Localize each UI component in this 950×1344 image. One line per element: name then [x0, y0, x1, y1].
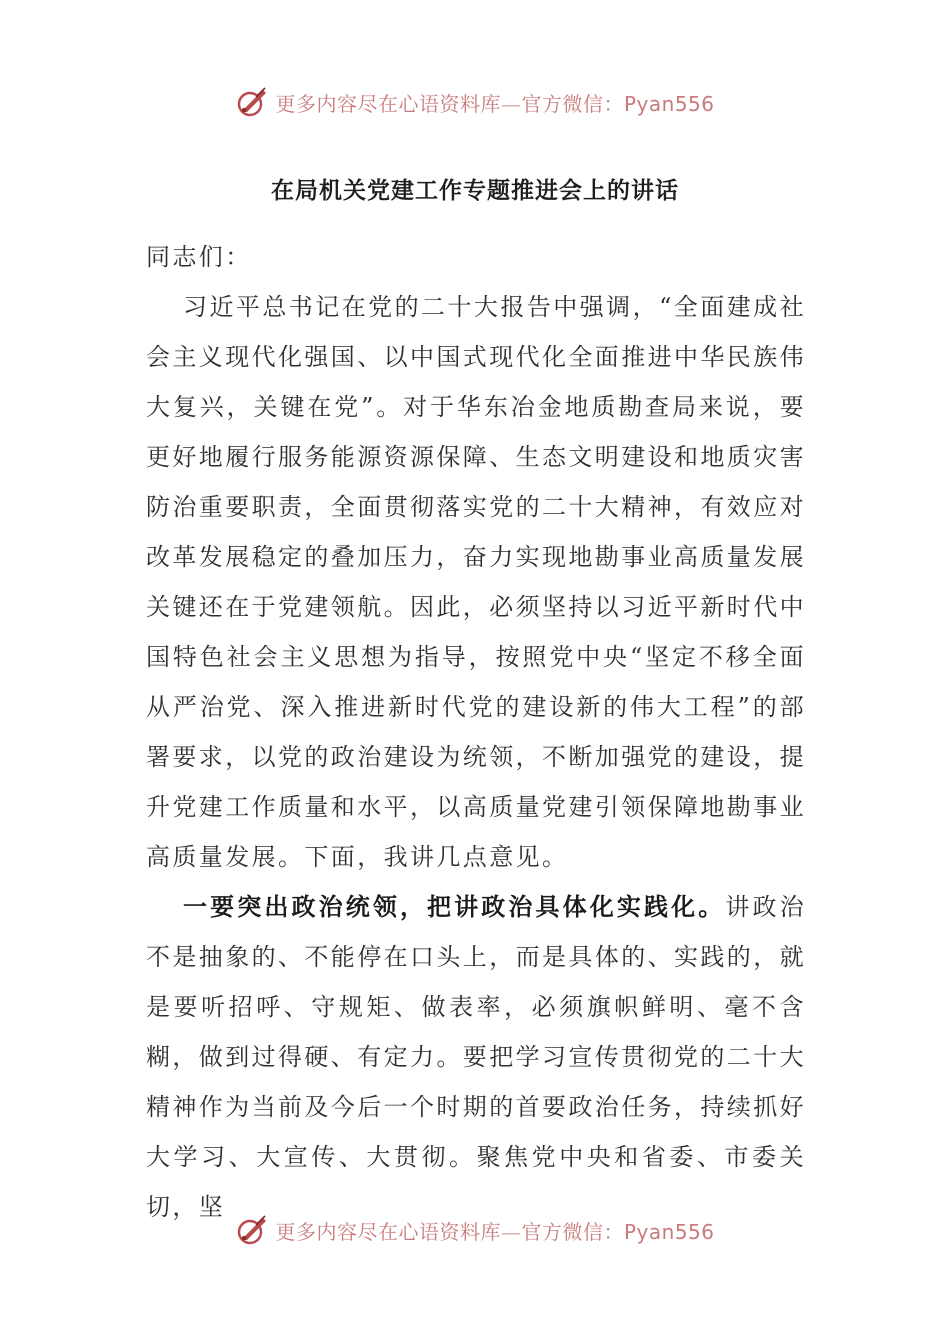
header-banner [0, 80, 950, 124]
document-body [146, 232, 806, 1232]
banner-brand: 更多内容尽在心语资料库 [275, 1219, 501, 1244]
banner-text [275, 1216, 714, 1245]
banner-dash: — [500, 91, 522, 116]
quill-pen-logo-icon [235, 1213, 269, 1247]
paragraph-2 [146, 882, 806, 1232]
banner-text [275, 88, 714, 117]
salutation: 同志们： [146, 243, 252, 271]
banner-dash: — [500, 1219, 522, 1244]
banner-brand: 更多内容尽在心语资料库 [275, 91, 501, 116]
banner-wechat-label: 官方微信： [521, 1219, 624, 1244]
banner-wechat-label: 官方微信： [521, 91, 624, 116]
banner-wechat-handle: Pyan556 [623, 91, 715, 116]
paragraph-text: 习近平总书记在党的二十大报告中强调，“全面建成社会主义现代化强国、以中国式现代化全面推进中华民族伟大复兴，关键在党”。对于华东冶金地质勘查局来说，要更好地履行服务能源资源保障、生态文明建设和地质灾害防治重要职责，全面贯彻落实党的二十大精神，有效应对改革发展稳定的叠加压力，奋力实现地勘事业高质量发展关键还在于党建领航。因此，必须坚持以习近平新时代中国特色社会主义思想为指导，按照党中央“坚定不移全面从严治党、深入推进新时代党的建设新的伟大工程”的部署要求，以党的政治建设为统领，不断加强党的建设，提升党建工作质量和水平，以高质量党建引领保障地勘事业高质量发展。下面，我讲几点意见。 [146, 293, 806, 871]
banner-wechat-handle: Pyan556 [623, 1219, 715, 1244]
paragraph-1 [146, 282, 806, 882]
quill-pen-logo-icon [235, 85, 269, 119]
footer-banner [0, 1208, 950, 1252]
document-title: 在局机关党建工作专题推进会上的讲话 [271, 178, 679, 204]
paragraph-lead: 一要突出政治统领，把讲政治具体化实践化。 [183, 893, 726, 921]
paragraph-text: 讲政治不是抽象的、不能停在口头上，而是具体的、实践的，就是要听招呼、守规矩、做表率，必须旗帜鲜明、毫不含糊，做到过得硬、有定力。要把学习宣传贯彻党的二十大精神作为当前及今后一个时期的首要政治任务，持续抓好大学习、大宣传、大贯彻。聚焦党中央和省委、市委关切，坚 [146, 893, 806, 1221]
